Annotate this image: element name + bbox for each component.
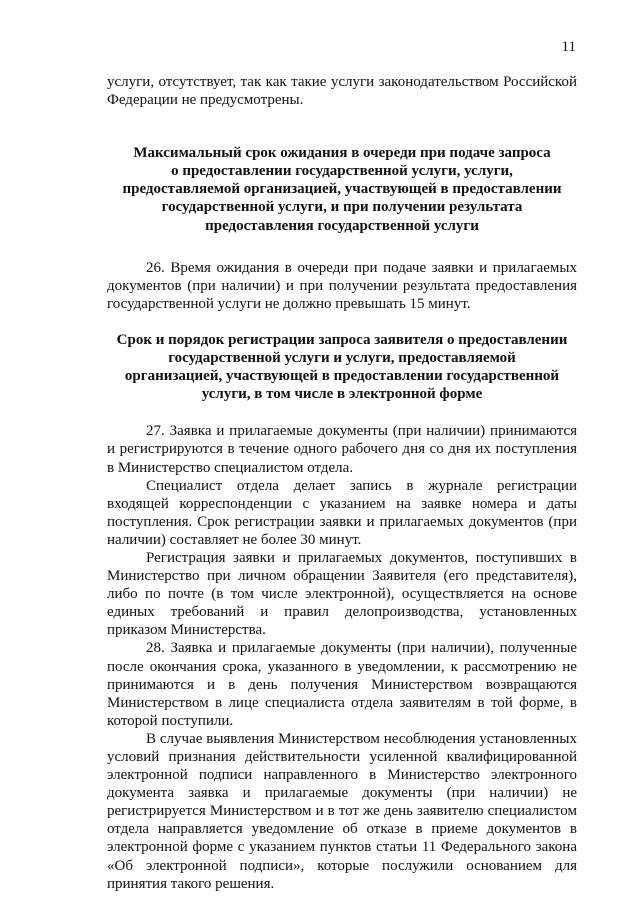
- section-heading-registration: [107, 331, 577, 403]
- heading-line: Максимальный срок ожидания в очереди при подаче запроса: [133, 145, 551, 162]
- heading-line: государственной услуги и услуги, предоставляемой: [168, 350, 516, 367]
- heading-line: Срок и порядок регистрации запроса заявителя о предоставлении: [116, 331, 568, 348]
- paragraph-26: 26. Время ожидания в очереди при подаче заявки и прилагаемых документов (при наличии) и при получении результата предоставления государственной услуги не должно превышать 15 минут.: [107, 259, 577, 312]
- heading-line: предоставления государственной услуги: [205, 217, 479, 234]
- heading-line: предоставляемой организацией, участвующей в предоставлении: [122, 181, 562, 198]
- paragraph-continuation: услуги, отсутствует, так как такие услуги законодательством Российской Федерации не предусмотрены.: [107, 74, 577, 109]
- heading-line: услуги, в том числе в электронной форме: [201, 386, 483, 403]
- paragraph-27-registration-journal: Специалист отдела делает запись в журнале регистрации входящей корреспонденции с указанием на заявке номера и даты поступления. Срок регистрации заявки и прилагаемых документов (при наличии) составляет не более 30 минут.: [107, 477, 577, 548]
- heading-line: организацией, участвующей в предоставлении государственной: [124, 368, 560, 385]
- heading-line: о предоставлении государственной услуги, услуги,: [171, 163, 513, 180]
- heading-line: государственной услуги, и при получении результата: [161, 199, 523, 216]
- paragraph-28-electronic-signature: В случае выявления Министерством несоблюдения установленных условий признания действительности усиленной квалифицированной электронной подписи направленного в Министерство электронного документа заявка и прилагаемые документы (при наличии) не регистрируется Министерством и в тот же день заявителю специалистом отдела направляется уведомление об отказе в приеме документов в электронной форме с указанием пунктов статьи 11 Федерального закона «Об электронной подписи», которые послужили основанием для принятия такого решения.: [107, 730, 577, 892]
- page-body: [107, 73, 577, 893]
- section-heading-queue-wait-time: [107, 144, 577, 234]
- paragraph-27: 27. Заявка и прилагаемые документы (при наличии) принимаются и регистрируются в течение одного рабочего дня со дня их поступления в Министерство специалистом отдела.: [107, 423, 577, 476]
- paragraph-27-registration-rules: Регистрация заявки и прилагаемых документов, поступивших в Министерство при личном обращении Заявителя (его представителя), либо по почте (в том числе электронной), осуществляется на основе единых требований и правил делопроизводства, установленных приказом Министерства.: [107, 549, 577, 639]
- page-number: 11: [561, 39, 576, 55]
- paragraph-28: 28. Заявка и прилагаемые документы (при наличии), полученные после окончания срока, указанного в уведомлении, к рассмотрению не принимаются и в день получения Министерством возвращаются Министерством в лице специалиста отдела заявителям в той форме, в которой поступили.: [107, 640, 577, 729]
